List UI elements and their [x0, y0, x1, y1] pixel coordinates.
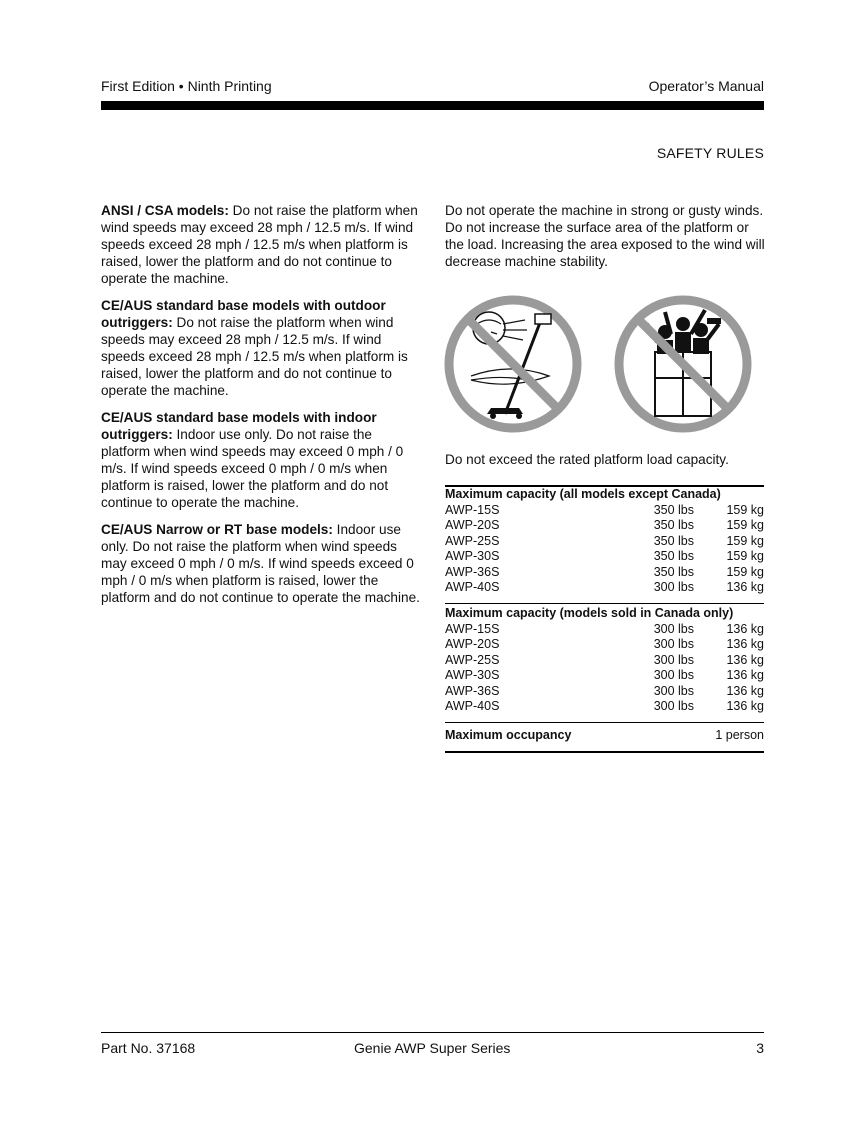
kg-cell: 159 kg: [726, 564, 764, 579]
paragraph-outdoor-outriggers: [101, 297, 423, 399]
lbs-cell: 350 lbs: [653, 564, 694, 579]
safety-illustrations: [441, 290, 765, 438]
model-cell: AWP-15S: [445, 621, 500, 636]
header-manual-title: Operator’s Manual: [648, 78, 764, 94]
paragraph-lead: CE/AUS Narrow or RT base models:: [101, 522, 333, 537]
kg-cell: 159 kg: [726, 549, 764, 563]
no-wind-prohibition-icon: [449, 300, 577, 428]
table-row: [445, 549, 764, 565]
left-column: [101, 202, 423, 616]
table-header: Maximum capacity (all models except Canada): [445, 487, 721, 501]
table-row: [445, 622, 764, 638]
header-edition: First Edition • Ninth Printing: [101, 78, 272, 94]
lbs-cell: 300 lbs: [653, 699, 694, 713]
section-title: SAFETY RULES: [656, 145, 764, 161]
footer-part-number: Part No. 37168: [101, 1040, 196, 1056]
model-cell: AWP-36S: [445, 564, 500, 579]
paragraph-narrow-rt: [101, 521, 423, 606]
load-capacity-text: Do not exceed the rated platform load capacity.: [445, 452, 729, 467]
paragraph-body: Do not raise the platform when wind speeds may exceed 28 mph / 12.5 m/s. If wind speeds exceed 28 mph / 12.5 m/s when platform is raised, lower the platform and do not continue to operate the machine.: [101, 203, 418, 286]
kg-cell: 136 kg: [726, 668, 764, 682]
kg-cell: 136 kg: [726, 683, 764, 698]
illustration-svg: [441, 290, 765, 438]
lbs-cell: 300 lbs: [653, 683, 694, 698]
paragraph-body: Indoor use only. Do not raise the platform when wind speeds may exceed 0 mph / 0 m/s. If wind speeds exceed 0 mph / 0 m/s when platform is raised, lower the platform and do not continue to operate the machine.: [101, 427, 404, 510]
footer-page-number: 3: [756, 1040, 764, 1056]
paragraph-body: Do not raise the platform when wind speeds may exceed 28 mph / 12.5 m/s. If wind speeds exceed 28 mph / 12.5 m/s when platform is raised, lower the platform and do not continue to operate the machine.: [101, 315, 408, 398]
model-cell: AWP-20S: [445, 637, 500, 651]
occupancy-value: 1 person: [715, 728, 764, 742]
table-row: [445, 637, 764, 653]
table-row: [445, 699, 764, 715]
paragraph-lead: CE/AUS standard base models with indoor outriggers:: [101, 410, 377, 442]
kg-cell: 136 kg: [726, 621, 764, 636]
table-row: [445, 684, 764, 700]
footer-rule: [101, 1032, 764, 1033]
capacity-table-all-models: [445, 487, 764, 596]
table-rule-bottom: [445, 722, 764, 723]
paragraph-lead: ANSI / CSA models:: [101, 203, 229, 218]
model-cell: AWP-30S: [445, 549, 500, 563]
kg-cell: 159 kg: [726, 533, 764, 548]
lbs-cell: 300 lbs: [653, 580, 694, 594]
lbs-cell: 350 lbs: [653, 502, 694, 517]
lbs-cell: 300 lbs: [653, 637, 694, 651]
model-cell: AWP-15S: [445, 502, 500, 517]
model-cell: AWP-20S: [445, 518, 500, 532]
paragraph-lead: CE/AUS standard base models with outdoor outriggers:: [101, 298, 386, 330]
lbs-cell: 300 lbs: [653, 621, 694, 636]
model-cell: AWP-40S: [445, 699, 500, 713]
kg-cell: 159 kg: [726, 502, 764, 517]
lbs-cell: 300 lbs: [653, 652, 694, 667]
lbs-cell: 350 lbs: [653, 518, 694, 532]
model-cell: AWP-36S: [445, 683, 500, 698]
model-cell: AWP-30S: [445, 668, 500, 682]
model-cell: AWP-25S: [445, 652, 500, 667]
kg-cell: 136 kg: [726, 580, 764, 594]
lbs-cell: 350 lbs: [653, 533, 694, 548]
paragraph-ansi-csa: [101, 202, 423, 287]
occupancy-row: [445, 728, 764, 742]
paragraph-body: Indoor use only. Do not raise the platform when wind speeds may exceed 0 mph / 0 m/s. If wind speeds exceed 0 mph / 0 m/s when platform is raised, lower the platform and do not continue to operate the machine.: [101, 522, 420, 605]
lbs-cell: 300 lbs: [653, 668, 694, 682]
kg-cell: 136 kg: [726, 652, 764, 667]
table-header: Maximum capacity (models sold in Canada only): [445, 606, 734, 620]
wind-warning-text: Do not operate the machine in strong or gusty winds. Do not increase the surface area of the platform or the load. Increasing the area exposed to the wind will decrease machine stability.: [445, 203, 765, 269]
table-row: [445, 668, 764, 684]
table-row: [445, 534, 764, 550]
table-row: [445, 518, 764, 534]
capacity-table-canada: [445, 606, 764, 715]
table-row: [445, 653, 764, 669]
table-row: [445, 580, 764, 596]
footer-series-title: Genie AWP Super Series: [354, 1040, 511, 1056]
kg-cell: 136 kg: [726, 637, 764, 651]
lbs-cell: 350 lbs: [653, 549, 694, 563]
paragraph-indoor-outriggers: [101, 409, 423, 511]
table-row: [445, 503, 764, 519]
occupancy-rule: [445, 751, 764, 753]
kg-cell: 159 kg: [726, 518, 764, 532]
model-cell: AWP-40S: [445, 580, 500, 594]
kg-cell: 136 kg: [726, 699, 764, 713]
no-overload-prohibition-icon: [619, 300, 747, 428]
table-row: [445, 565, 764, 581]
table-rule-middle: [445, 603, 764, 604]
model-cell: AWP-25S: [445, 533, 500, 548]
occupancy-label: Maximum occupancy: [445, 728, 572, 742]
header-rule: [101, 101, 764, 110]
